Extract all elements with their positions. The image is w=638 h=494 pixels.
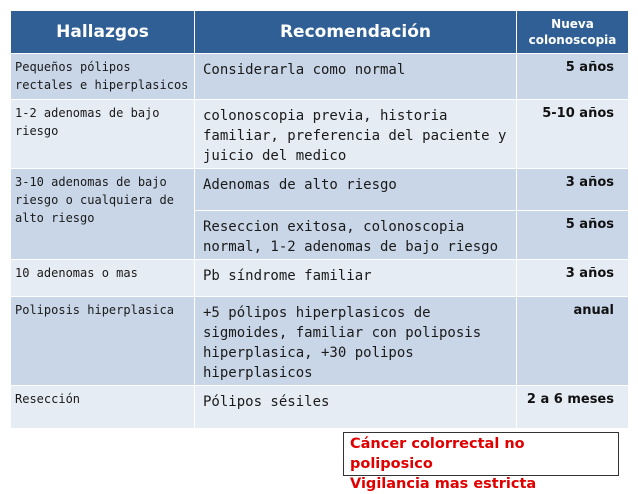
callout-box: [343, 432, 619, 492]
guidelines-table: [10, 10, 629, 429]
header-nueva-colonoscopia: [517, 11, 629, 54]
interval-cell: 2 a 6 meses: [517, 386, 629, 429]
finding-cell: Pequeños pólipos rectales e hiperplasicos: [11, 54, 195, 100]
table-row: [11, 386, 629, 429]
finding-cell: 1-2 adenomas de bajo riesgo: [11, 100, 195, 169]
recommendation-cell: Pb síndrome familiar: [195, 260, 517, 297]
table-row: [11, 297, 629, 386]
recommendation-cell: Reseccion exitosa, colonoscopia normal, 1-2 adenomas de bajo riesgo: [195, 211, 517, 260]
header-nueva: Nueva: [551, 17, 594, 31]
recommendation-cell: Adenomas de alto riesgo: [195, 169, 517, 211]
recommendation-cell: +5 pólipos hiperplasicos de sigmoides, familiar con poliposis hiperplasica, +30 polipos hiperplasicos: [195, 297, 517, 386]
finding-cell: Resección: [11, 386, 195, 429]
interval-cell: 5-10 años: [517, 100, 629, 169]
header-colonoscopia: colonoscopia: [528, 33, 617, 47]
finding-cell: 10 adenomas o mas: [11, 260, 195, 297]
table-row: [11, 54, 629, 100]
interval-cell: 3 años: [517, 169, 629, 211]
interval-cell: 5 años: [517, 54, 629, 100]
table-row: [11, 100, 629, 169]
table-row: [11, 260, 629, 297]
finding-cell: Poliposis hiperplasica: [11, 297, 195, 386]
interval-cell: anual: [517, 297, 629, 386]
interval-cell: 5 años: [517, 211, 629, 260]
callout-line-1: Cáncer colorrectal no poliposico: [350, 436, 525, 472]
callout-line-2: Vigilancia mas estricta: [350, 476, 537, 492]
header-recomendacion: Recomendación: [195, 11, 517, 54]
recommendation-cell: Pólipos sésiles: [195, 386, 517, 429]
interval-cell: 3 años: [517, 260, 629, 297]
recommendation-cell: Considerarla como normal: [195, 54, 517, 100]
recommendation-cell: colonoscopia previa, historia familiar, preferencia del paciente y juicio del medico: [195, 100, 517, 169]
table-row: [11, 169, 629, 211]
table-header-row: [11, 11, 629, 54]
header-hallazgos: Hallazgos: [11, 11, 195, 54]
finding-cell: 3-10 adenomas de bajo riesgo o cualquiera de alto riesgo: [11, 169, 195, 260]
